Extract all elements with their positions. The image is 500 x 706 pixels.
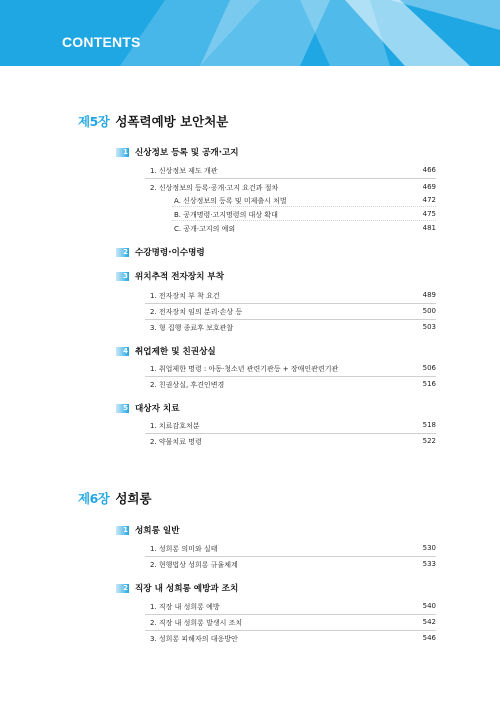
toc-subitem: B. 공개명령·고지명령의 대상 확대 [174, 211, 278, 219]
page-number: 506 [422, 364, 436, 372]
toc-item: 2. 직장 내 성희롱 발생시 조치 [150, 619, 243, 627]
divider [145, 556, 436, 557]
section-number-badge: 4 [116, 347, 129, 356]
divider [145, 630, 436, 631]
page-number: 540 [422, 602, 436, 610]
section-number-badge: 2 [116, 584, 129, 593]
section-title: 신상정보 등록 및 공개·고지 [135, 148, 239, 158]
page-number: 522 [422, 437, 436, 445]
section-title: 취업제한 및 친권상실 [135, 347, 216, 357]
page-number: 481 [422, 224, 436, 232]
page-number: 546 [422, 634, 436, 642]
divider [145, 433, 436, 434]
section-number-badge: 3 [116, 272, 129, 281]
page-number: 533 [422, 560, 436, 568]
page-number: 503 [422, 323, 436, 331]
toc-item: 3. 성희롱 피해자의 대응방안 [150, 635, 238, 643]
divider [172, 206, 436, 207]
section-title: 성희롱 일반 [135, 526, 180, 536]
page-number: 475 [422, 210, 436, 218]
section-heading [116, 270, 224, 282]
page-number: 518 [422, 421, 436, 429]
chapter-5-heading [78, 112, 228, 130]
toc-item: 1. 치료감호처분 [150, 422, 200, 430]
divider [145, 178, 436, 179]
divider [145, 376, 436, 377]
chapter-number: 제5장 [78, 114, 110, 129]
section-heading [116, 146, 239, 158]
toc-item: 1. 신상정보 제도 개관 [150, 167, 218, 175]
section-title: 수강명령·이수명령 [135, 248, 205, 258]
page-number: 489 [422, 291, 436, 299]
toc-item: 1. 전자장치 부 착 요건 [150, 292, 220, 300]
section-number-badge: 5 [116, 404, 129, 413]
chapter-title: 성희롱 [115, 491, 152, 506]
toc-item: 2. 신상정보의 등록·공개·고지 요건과 절차 [150, 184, 279, 192]
divider [145, 319, 436, 320]
divider [172, 220, 436, 221]
page-number: 472 [422, 196, 436, 204]
section-heading [116, 524, 180, 536]
toc-item: 2. 전자장치 임의 분리·손상 등 [150, 308, 243, 316]
section-title: 위치추적 전자장치 부착 [135, 272, 224, 282]
toc-item: 1. 성희롱 의미와 실태 [150, 545, 218, 553]
section-heading [116, 246, 205, 258]
toc-item: 2. 현행법상 성희롱 규율체계 [150, 561, 238, 569]
section-heading [116, 402, 180, 414]
section-heading [116, 582, 238, 594]
page-number: 516 [422, 380, 436, 388]
chapter-number: 제6장 [78, 491, 110, 506]
toc-subitem: A. 신상정보의 등록 및 미제출시 처벌 [174, 197, 287, 205]
section-title: 직장 내 성희롱 예방과 조치 [135, 584, 239, 594]
page-number: 530 [422, 544, 436, 552]
toc-item: 2. 친권상실, 후견인변경 [150, 381, 225, 389]
page-number: 466 [422, 166, 436, 174]
toc-item: 3. 형 집행 종료후 보호관찰 [150, 324, 234, 332]
chapter-title: 성폭력예방 보안처분 [115, 114, 229, 129]
header-title: CONTENTS [62, 34, 141, 50]
toc-item: 2. 약물치료 명령 [150, 438, 202, 446]
toc-item: 1. 직장 내 성희롱 예방 [150, 603, 220, 611]
divider [145, 614, 436, 615]
page-number: 500 [422, 307, 436, 315]
page-number: 542 [422, 618, 436, 626]
toc-item: 1. 취업제한 명령 : 아동·청소년 관련기관등 + 장애인관련기관 [150, 365, 339, 373]
divider [145, 303, 436, 304]
section-heading [116, 345, 216, 357]
section-number-badge: 1 [116, 526, 129, 535]
header-decoration [0, 0, 500, 66]
section-number-badge: 2 [116, 248, 129, 257]
contents-header [0, 0, 500, 66]
chapter-6-heading [78, 489, 152, 507]
toc-subitem: C. 공개·고지의 예외 [174, 225, 236, 233]
section-title: 대상자 치료 [135, 404, 180, 414]
page-number: 469 [422, 183, 436, 191]
section-number-badge: 1 [116, 148, 129, 157]
